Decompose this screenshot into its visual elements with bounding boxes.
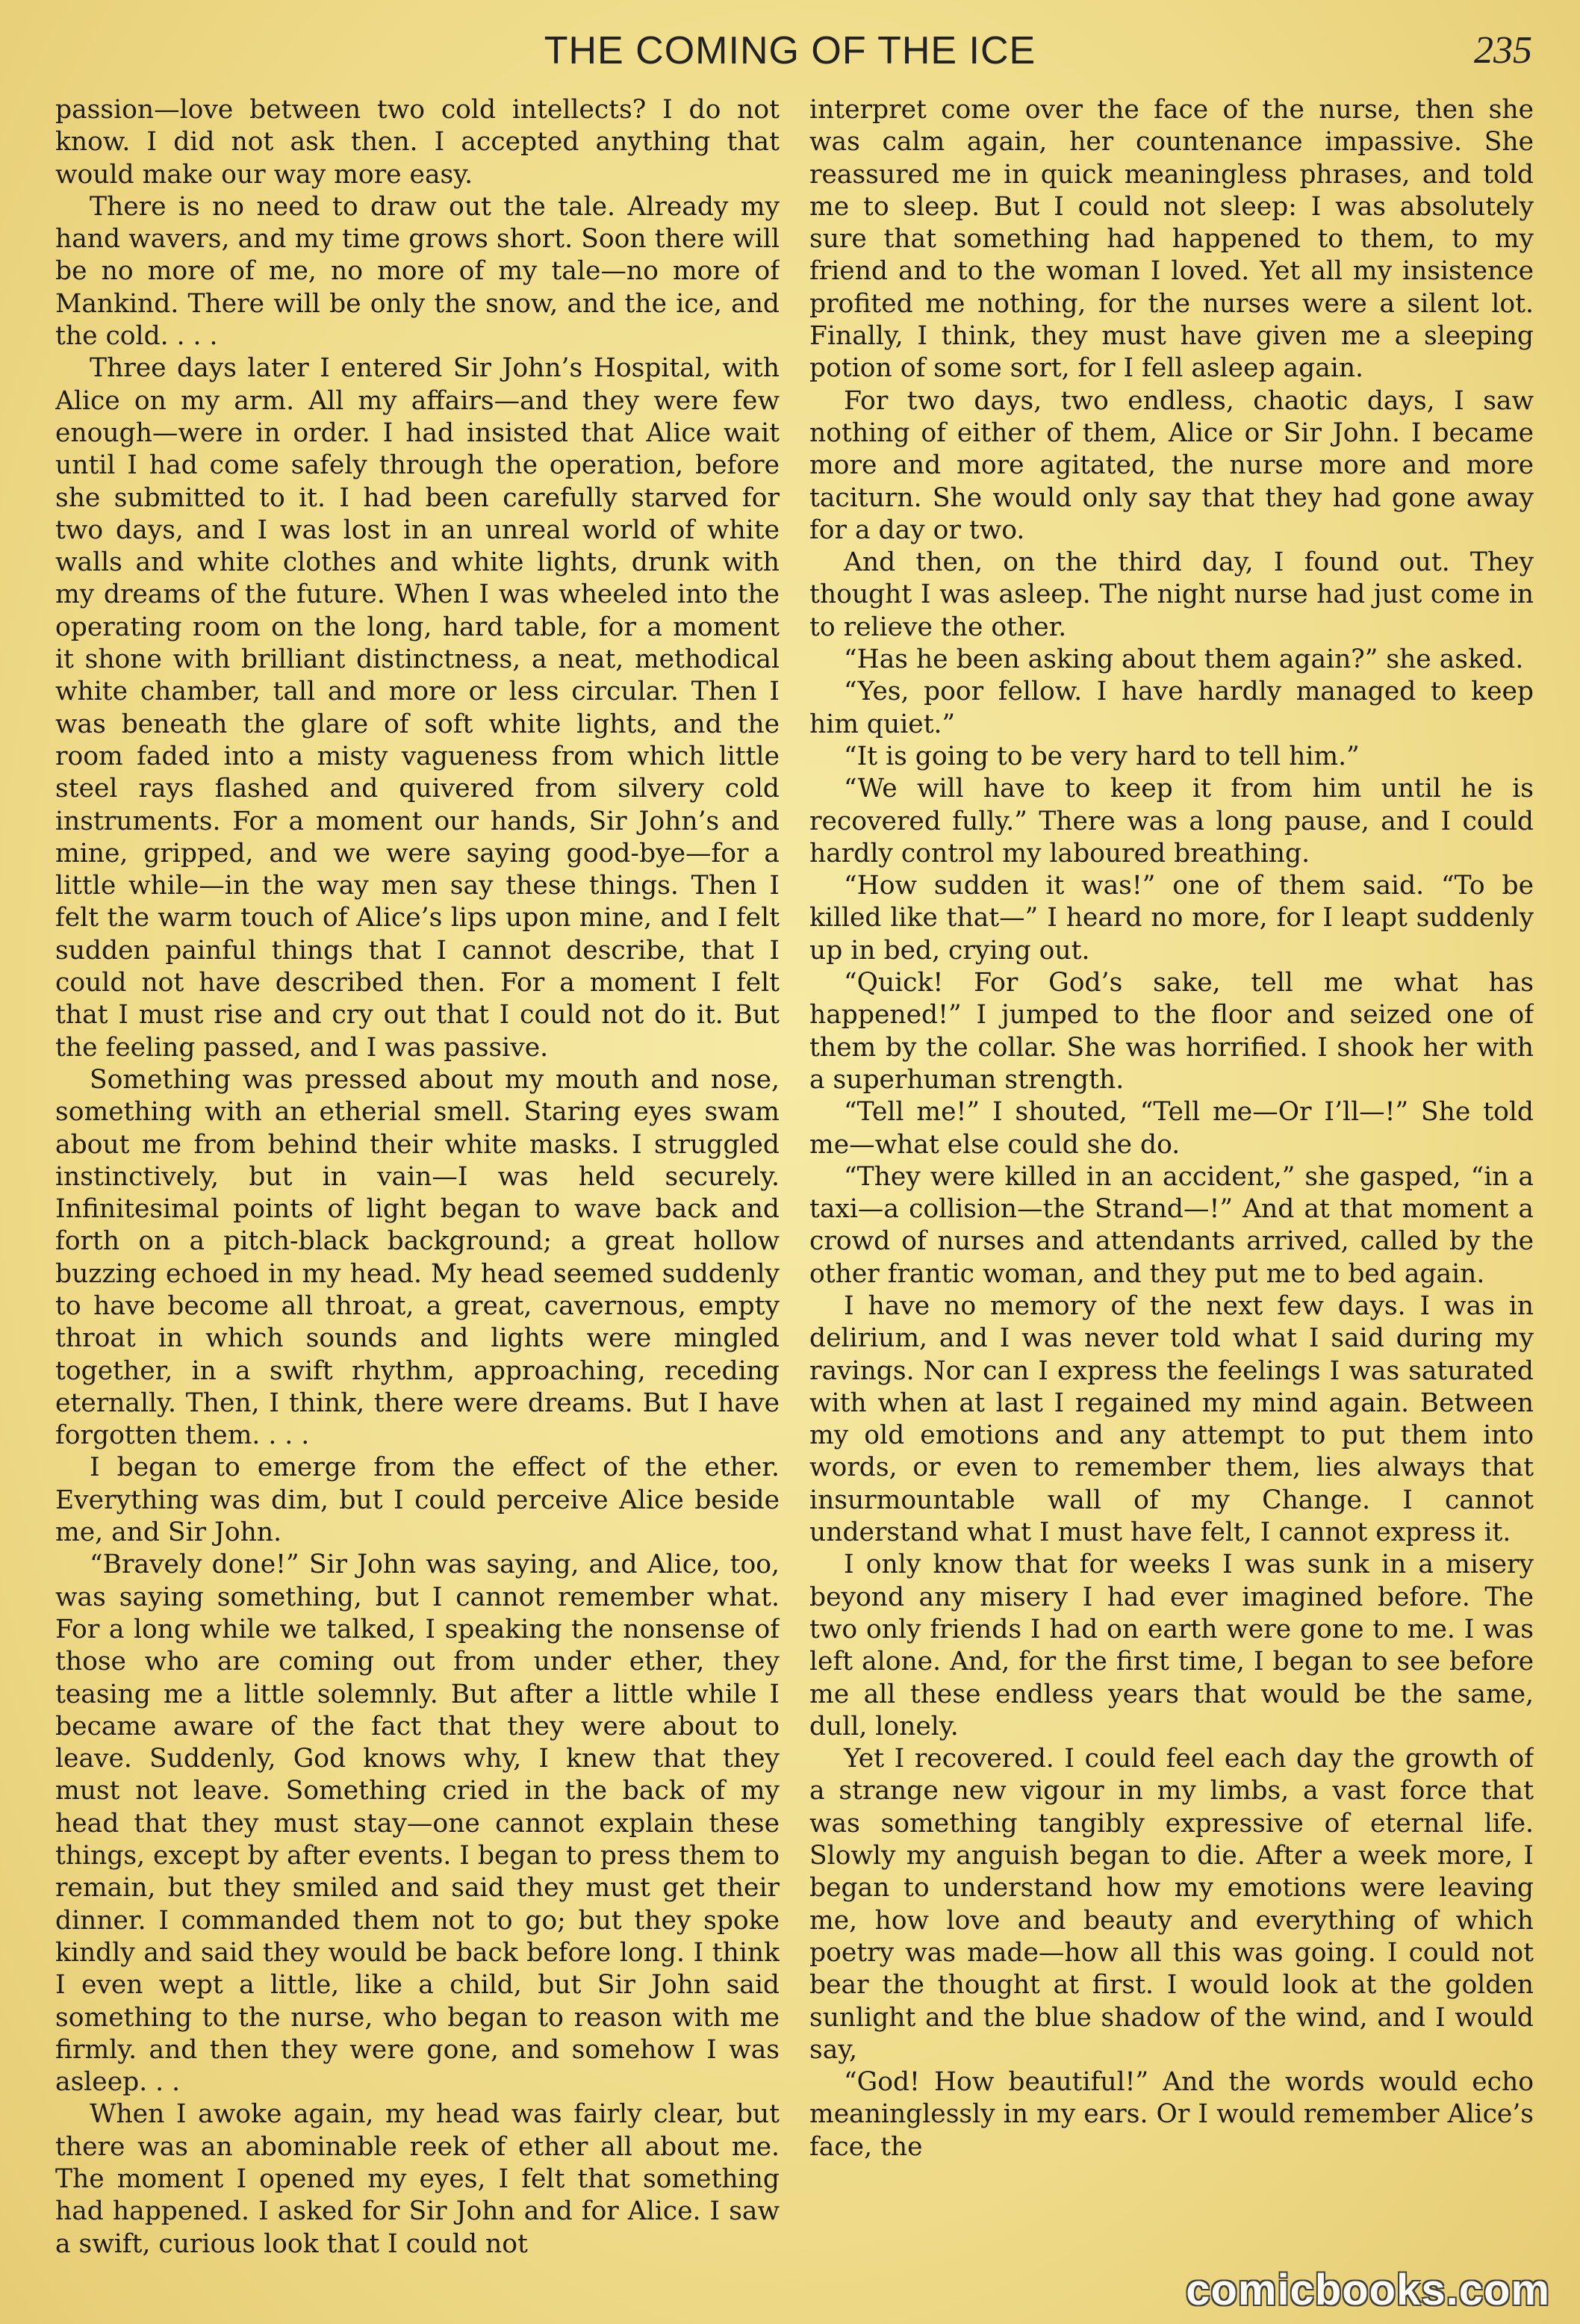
paragraph: I only know that for weeks I was sunk in a misery beyond any misery I had ever imagined before. The two only friends I had on earth were gone to me. I was left alone. And, for the first time, I began to see before me all these endless years that would be the same, dull, lonely. xyxy=(809,1550,1534,1742)
paragraph: “How sudden it was!” one of them said. “To be killed like that—” I heard no more, for I leapt suddenly up in bed, crying out. xyxy=(809,871,1534,966)
paragraph: “God! How beautiful!” And the words would echo meaninglessly in my ears. Or I would remember Alice’s face, the xyxy=(809,2067,1534,2162)
running-title: THE COMING OF THE ICE xyxy=(544,29,1036,72)
paragraph: I have no memory of the next few days. I was in delirium, and I was never told what I said during my ravings. Nor can I express the feelings I was saturated with when at last I regained my mind again. Between my old emotions and any attempt to put them into words, or even to remember them, lies always that insurmountable wall of my Change. I cannot understand what I must have felt, I cannot express it. xyxy=(809,1290,1534,1548)
paragraph: There is no need to draw out the tale. Already my hand wavers, and my time grows short. Soon there will be no more of me, no more of my tale—no more of Mankind. There will be only the snow, and the ice, and the cold. . . . xyxy=(55,191,780,352)
paragraph: And then, on the third day, I found out. They thought I was asleep. The night nurse had just come in to relieve the other. xyxy=(809,547,1534,642)
paragraph: Something was pressed about my mouth and nose, something with an etherial smell. Staring eyes swam about me from behind their white masks. I struggled instinctively, but in vain—I was held securely. Infinitesimal points of light began to wave back and forth on a pitch-black background; a great hollow buzzing echoed in my head. My head seemed suddenly to have become all throat, a great, cavernous, empty throat in which sounds and lights were mingled together, in a swift rhythm, approaching, receding eternally. Then, I think, there were dreams. But I have forgotten them. . . . xyxy=(55,1064,780,1451)
watermark: comicbooks.com xyxy=(1186,2266,1550,2314)
paragraph: “We will have to keep it from him until he is recovered fully.” There was a long pause, and I could hardly control my laboured breathing. xyxy=(809,774,1534,869)
paragraph: “Bravely done!” Sir John was saying, and Alice, too, was saying something, but I cannot remember what. For a long while we talked, I speaking the nonsense of those who are coming out from under ether, they teasing me a little solemnly. But after a little while I became aware of the fact that they were about to leave. Suddenly, God knows why, I knew that they must not leave. Something cried in the back of my head that they must stay—one cannot explain these things, except by after events. I began to press them to remain, but they smiled and said they must get their dinner. I commanded them not to go; but they spoke kindly and said they would be back before long. I think I even wept a little, like a child, but Sir John said something to the nurse, who began to reason with me firmly. and then they were gone, and somehow I was asleep. . . xyxy=(55,1550,780,2098)
left-column xyxy=(55,94,780,2290)
paragraph: When I awoke again, my head was fairly clear, but there was an abominable reek of ether all about me. The moment I opened my eyes, I felt that something had happened. I asked for Sir John and for Alice. I saw a swift, curious look that I could not xyxy=(55,2099,780,2259)
right-column xyxy=(809,94,1534,2290)
paragraph: “Quick! For God’s sake, tell me what has happened!” I jumped to the floor and seized one of them by the collar. She was horrified. I shook her with a superhuman strength. xyxy=(809,968,1534,1095)
paragraph: passion—love between two cold intellects? I do not know. I did not ask then. I accepted anything that would make our way more easy. xyxy=(55,95,780,190)
paragraph: For two days, two endless, chaotic days, I saw nothing of either of them, Alice or Sir John. I became more and more agitated, the nurse more and more taciturn. She would only say that they had gone away for a day or two. xyxy=(809,385,1534,545)
paragraph: “Has he been asking about them again?” she asked. xyxy=(844,644,1524,675)
paragraph: I began to emerge from the effect of the ether. Everything was dim, but I could perceive Alice beside me, and Sir John. xyxy=(55,1452,780,1548)
paragraph: Yet I recovered. I could feel each day the growth of a strange new vigour in my limbs, a vast force that was something tangibly expressive of eternal life. Slowly my anguish began to die. After a week more, I began to understand how my emotions were leaving me, how love and beauty and everything of which poetry was made—how all this was going. I could not bear the thought at first. I would look at the golden sunlight and the blue shadow of the wind, and I would say, xyxy=(809,1744,1534,2065)
page-number: 235 xyxy=(1474,29,1532,72)
paragraph: “It is going to be very hard to tell him.” xyxy=(844,741,1360,771)
paragraph: interpret come over the face of the nurse, then she was calm again, her countenance impassive. She reassured me in quick meaningless phrases, and told me to sleep. But I could not sleep: I was absolutely sure that something had happened to them, to my friend and to the woman I loved. Yet all my insistence profited me nothing, for the nurses were a silent lot. Finally, I think, they must have given me a sleeping potion of some sort, for I fell asleep again. xyxy=(809,95,1534,384)
paragraph: “Tell me!” I shouted, “Tell me—Or I’ll—!” She told me—what else could she do. xyxy=(809,1097,1534,1160)
paragraph: “Yes, poor fellow. I have hardly managed to keep him quiet.” xyxy=(809,677,1534,739)
paragraph: Three days later I entered Sir John’s Hospital, with Alice on my arm. All my affairs—and they were few enough—were in order. I had insisted that Alice wait until I had come safely through the operation, before she submitted to it. I had been carefully starved for two days, and I was lost in an unreal world of white walls and white clothes and white lights, drunk with my dreams of the future. When I was wheeled into the operating room on the long, hard table, for a moment it shone with brilliant distinctness, a neat, methodical white chamber, tall and more or less circular. Then I was beneath the glare of soft white lights, and the room faded into a misty vagueness from which little steel rays flashed and quivered from silvery cold instruments. For a moment our hands, Sir John’s and mine, gripped, and we were saying good-bye—for a little while—in the way men say these things. Then I felt the warm touch of Alice’s lips upon mine, and I felt sudden painful things that I cannot describe, that I could not have described then. For a moment I felt that I must rise and cry out that I could not do it. But the feeling passed, and I was passive. xyxy=(55,353,780,1063)
paragraph: “They were killed in an accident,” she gasped, “in a taxi—a collision—the Strand—!” And at that moment a crowd of nurses and attendants arrived, called by the other frantic woman, and they put me to bed again. xyxy=(809,1161,1534,1289)
page-header xyxy=(0,28,1580,88)
